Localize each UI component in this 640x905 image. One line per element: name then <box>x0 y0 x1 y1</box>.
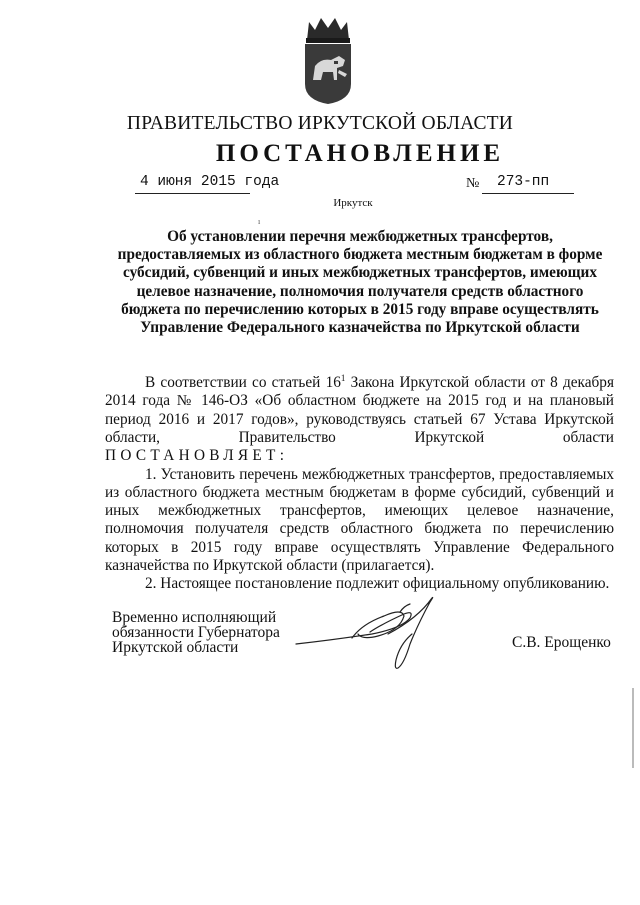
preamble-paragraph <box>105 369 614 447</box>
date-underline <box>135 193 250 194</box>
position-line: обязанности Губернатора <box>112 624 280 641</box>
position-line: Временно исполняющий <box>112 609 277 626</box>
decree-word: ПОСТАНОВЛЯЕТ: <box>105 447 289 465</box>
document-type: ПОСТАНОВЛЕНИЕ <box>215 140 505 167</box>
preamble-text: В соответствии со статьей 16 <box>145 374 341 392</box>
handwritten-signature <box>292 594 442 674</box>
document-body <box>105 369 614 594</box>
scan-speck: ı <box>258 217 261 226</box>
title-line: целевое назначение, полномочия получателя средств областного <box>136 282 584 300</box>
document-title <box>110 228 610 337</box>
article-superscript: 1 <box>340 373 346 383</box>
title-line: Об установлении перечня межбюджетных трансфертов, <box>167 228 553 245</box>
title-line: Управление Федерального казначейства по Иркутской области <box>140 319 580 337</box>
organization-name: ПРАВИТЕЛЬСТВО ИРКУТСКОЙ ОБЛАСТИ <box>126 113 514 134</box>
coat-of-arms-emblem <box>301 14 355 106</box>
document-date: 4 июня 2015 года <box>140 174 280 190</box>
scan-artifact <box>632 688 634 768</box>
number-sign: № <box>466 176 480 191</box>
title-line: бюджета по перечислению которых в 2015 году вправе осуществлять <box>121 300 599 318</box>
item-paragraph: 1. Установить перечень межбюджетных трансфертов, предоставляемых из областного бюджета местным бюджетам в форме субсидий, субвенций и иных межбюджетных трансфертов, имеющих целевое назначение, полномочия получателя средств областного бюджета по перечислению которых в 2015 году вправе осуществлять Управление Федерального казначейства по Иркутской области (прилагается). <box>105 465 614 575</box>
preamble-text-continued: Закона Иркутской области от 8 декабря 2014 года № 146-ОЗ «Об областном бюджете на 2015 год и на плановый период 2016 и 2017 годов», руководствуясь статьей 67 Устава Иркутской области, Правительство Иркутской области <box>105 374 614 446</box>
number-underline <box>482 193 574 194</box>
signatory-position <box>112 610 280 655</box>
item-paragraph: 2. Настоящее постановление подлежит официальному опубликованию. <box>145 575 610 593</box>
document-city: Иркутск <box>333 197 373 209</box>
signatory-name: С.В. Ерощенко <box>512 634 611 651</box>
document-number: 273-пп <box>497 174 550 190</box>
title-line: предоставляемых из областного бюджета местным бюджетам в форме <box>117 246 603 264</box>
position-line: Иркутской области <box>112 639 239 656</box>
title-line: субсидий, субвенций и иных межбюджетных трансфертов, имеющих <box>122 264 598 282</box>
